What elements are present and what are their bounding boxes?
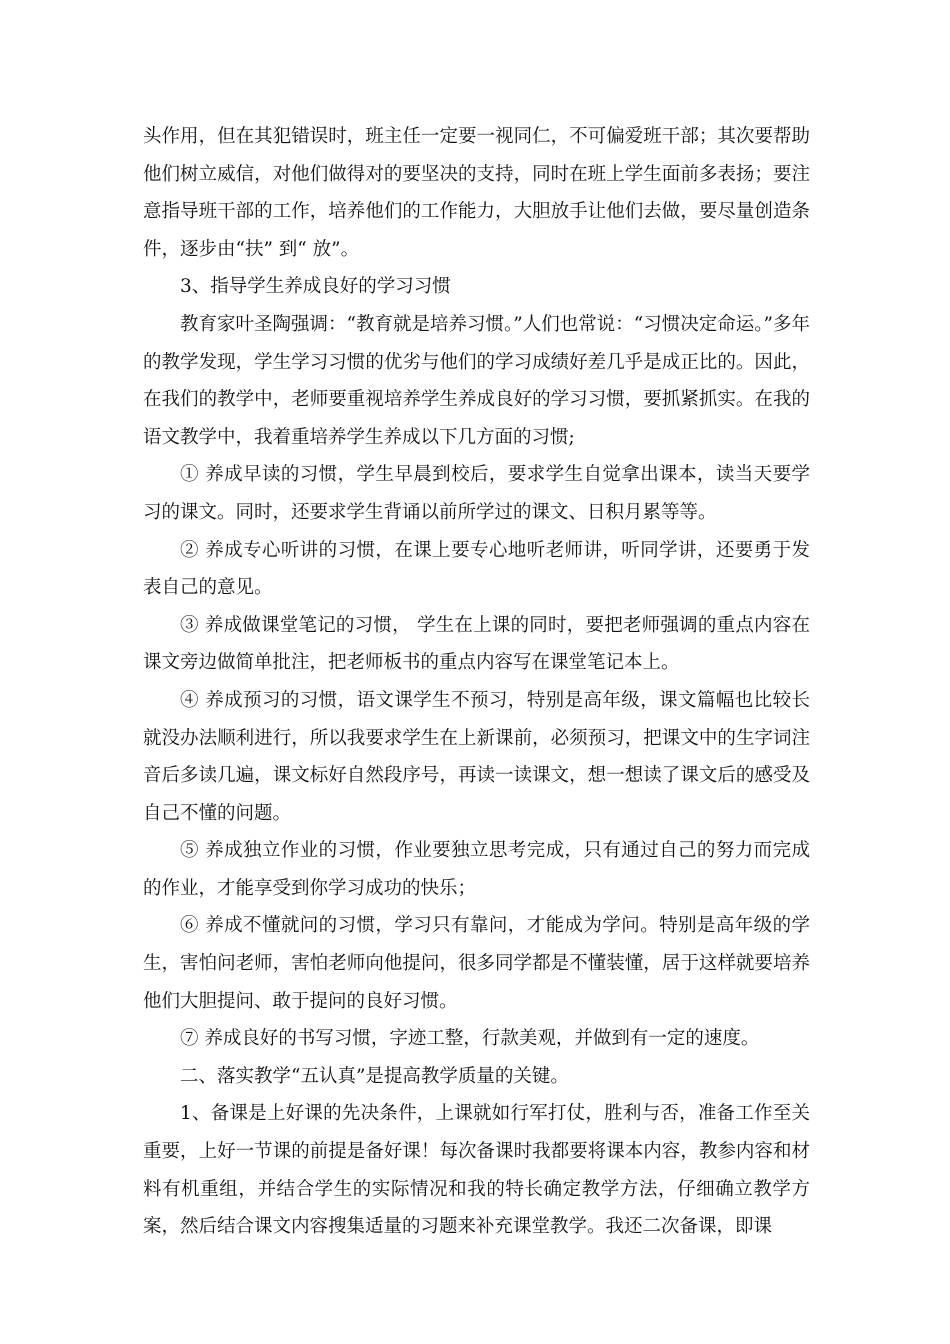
paragraph-quote: 教育家叶圣陶强调：“教育就是培养习惯。”人们也常说：“习惯决定命运。”多年的教学发现，学生学习习惯的优劣与他们的学习成绩好差几乎是成正比的。因此，在我们的教学中，老师要重视培养学生养成良好的学习习惯，要抓紧抓实。在我的语文教学中，我着重培养学生养成以下几方面的习惯; [143, 313, 810, 448]
section-heading-five-serious: 二、落实教学“五认真”是提高教学质量的关键。 [180, 1065, 569, 1087]
list-item-5: ⑤ 养成独立作业的习惯，作业要独立思考完成，只有通过自己的努力而完成的作业，才能享受到你学习成功的快乐； [143, 840, 810, 899]
paragraph-lesson-prep: 1、备课是上好课的先决条件，上课就如行军打仗，胜利与否，准备工作至关重要，上好一节课的前提是备好课！每次备课时我都要将课本内容，教参内容和材料有机重组，并结合学生的实际情况和我的特长确定教学方法，仔细确立教学方案，然后结合课文内容搜集适量的习题来补充课堂教学。我还二次备课，即课 [143, 1103, 810, 1238]
list-item-7: ⑦ 养成良好的书写习惯，字迹工整，行款美观，并做到有一定的速度。 [180, 1028, 760, 1050]
list-item-6: ⑥ 养成不懂就问的习惯，学习只有靠问，才能成为学问。特别是高年级的学生，害怕问老师，害怕老师向他提问，很多同学都是不懂装懂，居于这样就要培养他们大胆提问、敢于提问的良好习惯。 [143, 915, 810, 1012]
list-item-3: ③ 养成做课堂笔记的习惯， 学生在上课的同时，要把老师强调的重点内容在课文旁边做简单批注，把老师板书的重点内容写在课堂笔记本上。 [143, 614, 810, 674]
paragraph-continuation: 头作用，但在其犯错误时，班主任一定要一视同仁，不可偏爱班干部；其次要帮助他们树立威信，对他们做得对的要坚决的支持，同时在班上学生面前多表扬；要注意指导班干部的工作，培养他们的工作能力，大胆放手让他们去做，要尽量创造条件，逐步由“扶” 到“ 放”。 [143, 126, 810, 260]
document-body [143, 118, 810, 1246]
list-item-4: ④ 养成预习的习惯，语文课学生不预习，特别是高年级，课文篇幅也比较长就没办法顺利进行，所以我要求学生在上新课前，必须预习，把课文中的生字词注音后多读几遍，课文标好自然段序号，再读一读课文，想一想读了课文后的感受及自己不懂的问题。 [143, 689, 810, 824]
section-heading-study-habits: 3、指导学生养成良好的学习习惯 [180, 276, 451, 298]
list-item-2: ② 养成专心听讲的习惯，在课上要专心地听老师讲，听同学讲，还要勇于发表自己的意见。 [143, 539, 810, 599]
list-item-1: ① 养成早读的习惯，学生早晨到校后，要求学生自觉拿出课本，读当天要学习的课文。同时，还要求学生背诵以前所学过的课文、日积月累等等。 [143, 464, 810, 523]
